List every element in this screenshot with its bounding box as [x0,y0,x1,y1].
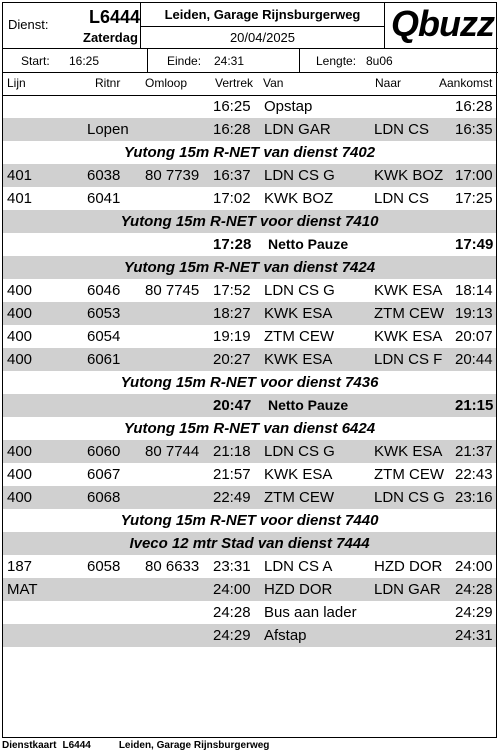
qbuzz-logo: Qbuzz [391,3,494,44]
section-header: Yutong 15m R-NET voor dienst 7436 [120,374,379,391]
cell-aankomst: 24:31 [455,627,493,644]
cell-ritnr: 6046 [87,282,121,299]
table-header [3,73,496,96]
section-header: Yutong 15m R-NET van dienst 7402 [123,144,376,161]
cell-van: Netto Pauze [268,397,349,413]
cell-vertrek: 16:25 [213,98,251,115]
section-header: Yutong 15m R-NET van dienst 6424 [123,420,376,437]
cell-aankomst: 19:13 [455,305,493,322]
cell-ritnr: 6053 [87,305,121,322]
col-naar: Naar [375,76,402,90]
cell-vertrek: 20:27 [213,351,251,368]
cell-naar: LDN CS [374,121,430,138]
cell-vertrek: 16:28 [213,121,251,138]
cell-ritnr: 6067 [87,466,121,483]
cell-omloop: 80 7739 [145,167,200,184]
cell-naar: KWK ESA [374,282,443,299]
footer-location: Leiden, Garage Rijnsburgerweg [118,740,270,751]
table-row [3,555,496,578]
cell-aankomst: 16:28 [455,98,493,115]
section-header: Yutong 15m R-NET van dienst 7424 [3,256,496,279]
cell-naar: KWK BOZ [374,167,444,184]
table-row [3,279,496,302]
cell-van: ZTM CEW [264,489,334,506]
length-label: Lengte: [316,54,357,68]
cell-vertrek: 21:57 [213,466,251,483]
cell-aankomst: 21:37 [455,443,493,460]
cell-aankomst: 20:44 [455,351,493,368]
section-header: Iveco 12 mtr Stad van dienst 7444 [3,532,496,555]
end-cell [148,49,300,73]
table-row [3,187,496,210]
col-ritnr: Ritnr [95,76,121,90]
cell-ritnr: 6068 [87,489,121,506]
cell-lijn: 400 [7,443,33,460]
cell-aankomst: 18:14 [455,282,493,299]
cell-naar: ZTM CEW [374,466,444,483]
day-label: Zaterdag [83,30,138,45]
duty-header [3,3,496,73]
location-cell [141,3,385,27]
cell-van: KWK ESA [264,305,333,322]
cell-van: LDN CS A [264,558,333,575]
table-row [3,95,496,118]
cell-aankomst: 22:43 [455,466,493,483]
cell-lijn: 400 [7,328,33,345]
cell-ritnr: 6060 [87,443,121,460]
pause-row [3,394,496,417]
length-value: 8u06 [366,54,393,68]
logo-cell [385,3,498,49]
col-vertrek: Vertrek [215,76,254,90]
dienst-code: L6444 [89,7,141,27]
start-label: Start: [21,54,50,68]
cell-ritnr: 6054 [87,328,121,345]
length-cell [300,49,498,73]
cell-vertrek: 20:47 [213,397,252,414]
cell-naar: KWK ESA [374,328,443,345]
footer-card-label: Dienstkaart [2,740,57,751]
start-value: 16:25 [69,54,100,68]
cell-vertrek: 24:29 [213,627,251,644]
cell-lijn: 400 [7,305,33,322]
cell-vertrek: 17:52 [213,282,251,299]
end-label: Einde: [167,54,202,68]
cell-omloop: 80 6633 [145,558,200,575]
cell-lijn: 400 [7,489,33,506]
cell-lijn: 400 [7,351,33,368]
table-row [3,463,496,486]
cell-vertrek: 24:28 [213,604,251,621]
table-row [3,164,496,187]
cell-van: Bus aan lader [264,604,357,621]
duty-card [2,2,497,738]
cell-omloop: 80 7745 [145,282,200,299]
cell-aankomst: 20:07 [455,328,493,345]
cell-van: LDN CS G [264,282,335,299]
section-header: Yutong 15m R-NET voor dienst 7410 [3,210,496,233]
cell-aankomst: 17:49 [455,236,494,253]
table-row [3,118,496,141]
pause-row [3,233,496,256]
col-omloop: Omloop [145,76,188,90]
cell-aankomst: 24:00 [455,558,493,575]
cell-aankomst: 17:00 [455,167,493,184]
dienst-label: Dienst: [8,17,49,32]
cell-vertrek: 17:28 [213,236,252,253]
cell-van: KWK ESA [264,351,333,368]
cell-aankomst: 16:35 [455,121,493,138]
cell-van: LDN CS G [264,167,335,184]
table-row [3,486,496,509]
cell-van: Opstap [264,98,313,115]
dienst-cell [3,3,141,49]
cell-van: KWK ESA [264,466,333,483]
cell-naar: LDN CS F [374,351,443,368]
cell-naar: HZD DOR [374,558,443,575]
cell-aankomst: 24:29 [455,604,493,621]
table-row [3,302,496,325]
cell-ritnr: 6061 [87,351,121,368]
cell-omloop: 80 7744 [145,443,200,460]
table-row [3,325,496,348]
cell-aankomst: 17:25 [455,190,493,207]
cell-lijn: MAT [7,581,38,598]
cell-vertrek: 24:00 [213,581,251,598]
section-header: Yutong 15m R-NET voor dienst 7440 [120,512,379,529]
cell-vertrek: 17:02 [213,190,251,207]
date: 20/04/2025 [229,30,296,45]
cell-ritnr: 6041 [87,190,121,207]
table-row [3,440,496,463]
cell-van: ZTM CEW [264,328,334,345]
trip-table [3,95,496,647]
cell-van: LDN CS G [264,443,335,460]
cell-van: KWK BOZ [264,190,334,207]
cell-naar: LDN CS [374,190,430,207]
col-lijn: Lijn [7,76,26,90]
cell-ritnr: 6038 [87,167,121,184]
table-row [3,624,496,647]
cell-aankomst: 24:28 [455,581,493,598]
cell-naar: LDN GAR [374,581,441,598]
cell-van: Afstap [264,627,307,644]
cell-lijn: 187 [7,558,33,575]
end-value: 24:31 [214,54,245,68]
cell-lijn: 401 [7,190,33,207]
footer [2,740,297,751]
table-row [3,348,496,371]
cell-aankomst: 23:16 [455,489,493,506]
footer-dienst-code: L6444 [62,740,91,751]
cell-van: HZD DOR [264,581,333,598]
cell-vertrek: 19:19 [213,328,251,345]
cell-aankomst: 21:15 [455,397,494,414]
start-cell [3,49,148,73]
cell-vertrek: 23:31 [213,558,251,575]
cell-lijn: 401 [7,167,33,184]
col-aankomst: Aankomst [439,76,493,90]
cell-ritnr: Lopen [87,121,129,138]
col-van: Van [263,76,284,90]
cell-naar: LDN CS G [374,489,445,506]
cell-vertrek: 21:18 [213,443,251,460]
table-row [3,601,496,624]
cell-van: LDN GAR [264,121,331,138]
cell-vertrek: 16:37 [213,167,251,184]
cell-vertrek: 22:49 [213,489,251,506]
cell-lijn: 400 [7,466,33,483]
location: Leiden, Garage Rijnsburgerweg [164,7,361,22]
cell-naar: KWK ESA [374,443,443,460]
cell-vertrek: 18:27 [213,305,251,322]
cell-naar: ZTM CEW [374,305,444,322]
cell-van: Netto Pauze [268,236,349,252]
cell-lijn: 400 [7,282,33,299]
table-row [3,578,496,601]
date-cell [141,27,385,49]
cell-ritnr: 6058 [87,558,121,575]
